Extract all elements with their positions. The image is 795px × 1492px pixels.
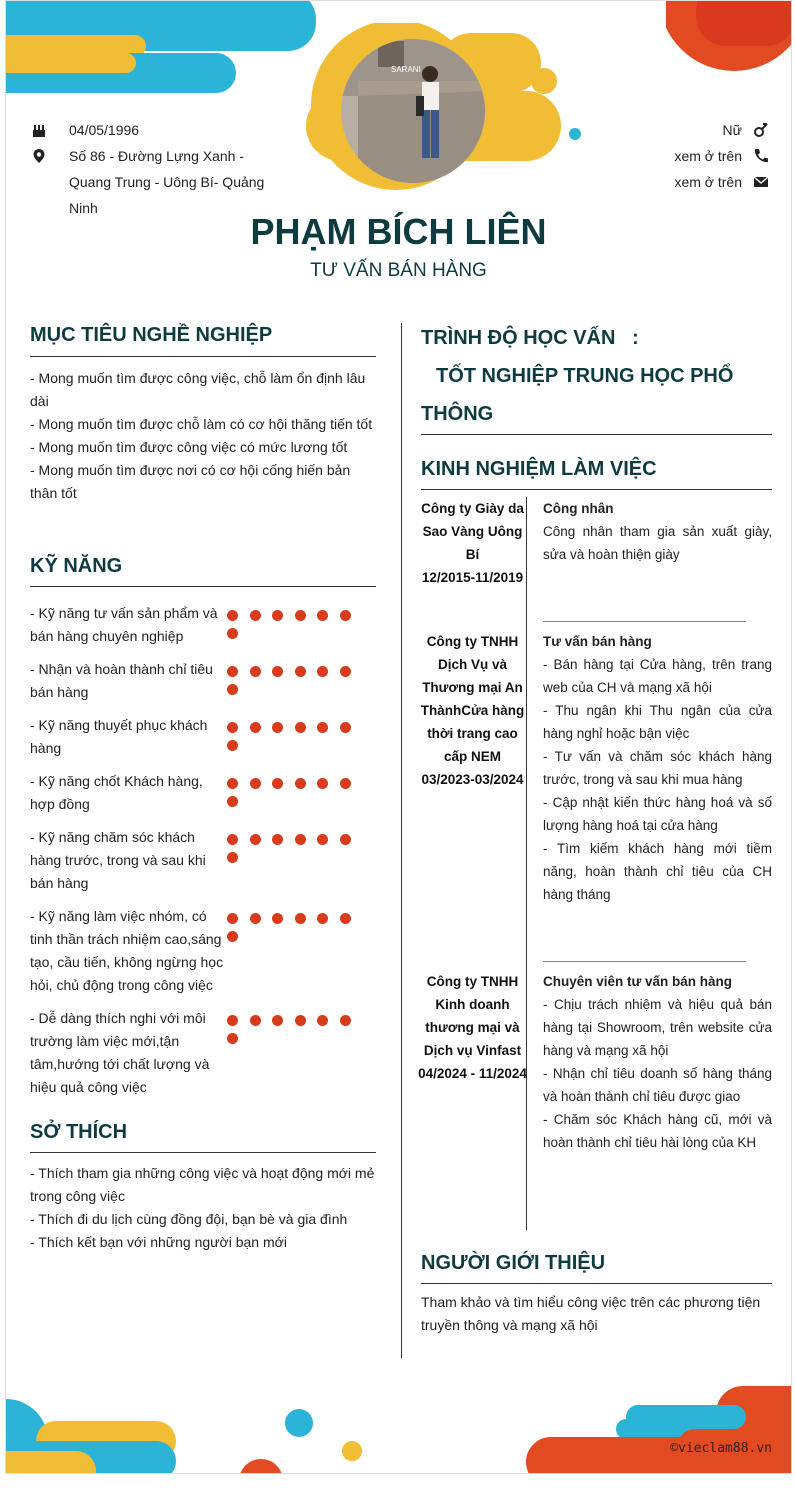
skill-dot xyxy=(227,852,238,863)
skill-dot xyxy=(272,913,283,924)
objective-line: - Mong muốn tìm được công việc có mức lương tốt xyxy=(30,439,348,455)
job-company-block xyxy=(415,970,530,1085)
objective-rule xyxy=(30,356,376,357)
skill-dot xyxy=(340,722,351,733)
skills-rule xyxy=(30,586,376,587)
job-detail-block xyxy=(543,970,772,1154)
skill-dot xyxy=(272,1015,283,1026)
skill-dot xyxy=(295,722,306,733)
job-company-block xyxy=(415,630,530,791)
job-period: 03/2023-03/2024 xyxy=(421,772,524,787)
birthday-cake-icon xyxy=(31,122,47,138)
skill-rating xyxy=(227,664,380,700)
skill-dot xyxy=(317,778,328,789)
job-separator xyxy=(543,621,746,622)
skill-label: - Kỹ năng chăm sóc khách hàng trước, trong và sau khi bán hàng xyxy=(30,829,206,891)
job-detail-block xyxy=(543,630,772,906)
skill-rating xyxy=(227,608,380,644)
references-rule xyxy=(421,1283,772,1284)
skill-dot xyxy=(250,913,261,924)
photo-logo-text: SARANI xyxy=(391,65,421,74)
skill-dot xyxy=(340,778,351,789)
references-text: Tham khảo và tìm hiểu công việc trên các phương tiện truyền thông và mạng xã hội xyxy=(421,1294,761,1333)
skill-dot xyxy=(227,740,238,751)
job-detail: - Tìm kiếm khách hàng mới tiềm năng, hoàn thành chỉ tiêu của CH hàng tháng xyxy=(543,841,772,902)
phone-value: xem ở trên xyxy=(674,148,742,164)
objective-line: - Mong muốn tìm được công việc, chỗ làm ổn định lâu dài xyxy=(30,370,366,409)
skill-dot xyxy=(227,913,238,924)
cv-page xyxy=(5,0,792,1474)
candidate-name: PHẠM BÍCH LIÊN xyxy=(250,211,547,252)
skill-dot xyxy=(317,722,328,733)
skill-dot xyxy=(227,610,238,621)
decor-top-right xyxy=(666,1,791,101)
skill-dot xyxy=(250,778,261,789)
email-value: xem ở trên xyxy=(674,174,742,190)
skill-rating xyxy=(227,776,380,812)
job-role: Chuyên viên tư vấn bán hàng xyxy=(543,974,733,989)
skill-dot xyxy=(227,778,238,789)
skill-dot xyxy=(272,666,283,677)
job-period: 04/2024 - 11/2024 xyxy=(418,1066,527,1081)
gender-value: Nữ xyxy=(722,122,742,138)
skill-dot xyxy=(317,1015,328,1026)
education-degree-cont: THÔNG xyxy=(421,403,494,425)
skill-dot xyxy=(250,834,261,845)
skill-dot xyxy=(295,834,306,845)
objective-text xyxy=(30,367,380,505)
references-title: NGƯỜI GIỚI THIỆU xyxy=(421,1252,606,1274)
job-company: Công ty TNHH Kinh doanh thương mại và Dịch vụ Vinfast xyxy=(423,974,522,1058)
job-company: Công ty Giày da Sao Vàng Uông Bí xyxy=(421,501,524,562)
job-detail: Công nhân tham gia sản xuất giày, sửa và hoàn thiện giày xyxy=(543,524,772,562)
job-detail-block xyxy=(543,497,772,566)
skill-dot xyxy=(295,913,306,924)
objective-line: - Mong muốn tìm được nơi có cơ hội cống hiến bản thân tốt xyxy=(30,462,351,501)
skill-dot xyxy=(250,610,261,621)
location-pin-icon xyxy=(31,148,47,164)
objective-line: - Mong muốn tìm được chỗ làm có cơ hội thăng tiến tốt xyxy=(30,416,373,432)
education-title: TRÌNH ĐỘ HỌC VẤN : xyxy=(421,327,639,349)
skill-dot xyxy=(295,666,306,677)
job-role: Công nhân xyxy=(543,501,614,516)
skill-dot xyxy=(272,834,283,845)
skill-dot xyxy=(227,628,238,639)
objective-title: MỤC TIÊU NGHỀ NGHIỆP xyxy=(30,324,273,346)
skill-dot xyxy=(272,722,283,733)
skill-dot xyxy=(227,931,238,942)
skill-rating xyxy=(227,832,380,868)
experience-rule xyxy=(421,489,772,490)
skill-dot xyxy=(227,1033,238,1044)
skill-label: - Kỹ năng tư vấn sản phẩm và bán hàng chuyên nghiệp xyxy=(30,605,218,644)
job-separator xyxy=(543,961,746,962)
skill-label: - Kỹ năng làm việc nhóm, có tinh thần trách nhiệm cao,sáng tạo, cầu tiến, không ngừng học hỏi, chủ động trong công việc xyxy=(30,908,224,993)
skill-dot xyxy=(272,610,283,621)
skill-label: - Nhận và hoàn thành chỉ tiêu bán hàng xyxy=(30,661,213,700)
experience-divider xyxy=(526,497,527,1230)
decor-bottom-left xyxy=(6,1381,366,1473)
skill-dot xyxy=(317,913,328,924)
skill-dot xyxy=(317,834,328,845)
skill-dot xyxy=(340,1015,351,1026)
education-rule xyxy=(421,434,772,435)
skill-dot xyxy=(227,834,238,845)
column-divider xyxy=(401,323,402,1358)
skill-dot xyxy=(227,722,238,733)
gender-icon xyxy=(753,122,769,138)
skills-title: KỸ NĂNG xyxy=(30,555,123,577)
decor-bottom-right xyxy=(521,1381,791,1473)
phone-icon xyxy=(753,148,769,164)
hobby-line: - Thích kết bạn với những người bạn mới xyxy=(30,1234,287,1250)
watermark-text: ©vieclam88.vn xyxy=(670,1441,772,1456)
job-detail: - Cập nhật kiến thức hàng hoá và số lượng hàng hoá tại cửa hàng xyxy=(543,795,772,833)
job-detail: - Chăm sóc Khách hàng cũ, mới và hoàn thành chỉ tiêu hài lòng của KH xyxy=(543,1112,772,1150)
skill-dot xyxy=(272,778,283,789)
job-company-block xyxy=(415,497,530,589)
skill-dot xyxy=(250,666,261,677)
hobbies-text xyxy=(30,1162,380,1254)
skill-dot xyxy=(340,610,351,621)
decor-top-left xyxy=(6,1,326,101)
skill-dot xyxy=(295,610,306,621)
job-detail: - Chịu trách nhiệm và hiệu quả bán hàng tại Showroom, trên website cửa hàng và mạng xã hội xyxy=(543,997,772,1058)
skill-dot xyxy=(340,913,351,924)
skill-dot xyxy=(317,666,328,677)
skill-dot xyxy=(227,684,238,695)
skill-rating xyxy=(227,911,380,947)
job-detail: - Thu ngân khi Thu ngân của cửa hàng nghỉ hoặc bận việc xyxy=(543,703,772,741)
skill-dot xyxy=(250,722,261,733)
skill-dot xyxy=(317,610,328,621)
skill-dot xyxy=(295,1015,306,1026)
hobbies-title: SỞ THÍCH xyxy=(30,1121,128,1143)
skill-dot xyxy=(250,1015,261,1026)
skill-dot xyxy=(340,666,351,677)
job-period: 12/2015-11/2019 xyxy=(421,570,524,585)
skill-dot xyxy=(227,1015,238,1026)
skill-label: - Kỹ năng thuyết phục khách hàng xyxy=(30,717,208,756)
birthday-value: 04/05/1996 xyxy=(69,122,140,138)
skill-dot xyxy=(340,834,351,845)
address-value: Số 86 - Đường Lựng Xanh - Quang Trung - Uông Bí- Quảng Ninh xyxy=(69,148,265,216)
skill-dot xyxy=(227,796,238,807)
skill-label: - Kỹ năng chốt Khách hàng, hợp đồng xyxy=(30,773,203,812)
skill-dot xyxy=(295,778,306,789)
skill-dot xyxy=(227,666,238,677)
job-role: Tư vấn bán hàng xyxy=(543,634,652,649)
email-icon xyxy=(753,175,769,189)
experience-title: KINH NGHIỆM LÀM VIỆC xyxy=(421,458,657,480)
job-company: Công ty TNHH Dịch Vụ và Thương mại An ThànhCửa hàng thời trang cao cấp NEM xyxy=(420,634,525,764)
skill-label: - Dễ dàng thích nghi với môi trường làm việc mới,tận tâm,hướng tới chất lượng và hiệu quả công việc xyxy=(30,1010,210,1095)
job-detail: - Tư vấn và chăm sóc khách hàng trước, trong và sau khi mua hàng xyxy=(543,749,772,787)
job-title: TƯ VẤN BÁN HÀNG xyxy=(310,260,487,281)
skill-rating xyxy=(227,720,380,756)
hobby-line: - Thích đi du lịch cùng đồng đội, bạn bè và gia đình xyxy=(30,1211,348,1227)
hobby-line: - Thích tham gia những công việc và hoạt động mới mẻ trong công việc xyxy=(30,1165,375,1204)
education-degree: TỐT NGHIỆP TRUNG HỌC PHỔ xyxy=(436,365,734,387)
profile-photo xyxy=(338,36,488,186)
job-detail: - Nhận chỉ tiêu doanh số hàng tháng và hoàn thành chỉ tiêu được giao xyxy=(543,1066,772,1104)
skill-rating xyxy=(227,1013,380,1049)
hobbies-rule xyxy=(30,1152,376,1153)
job-detail: - Bán hàng tại Cửa hàng, trên trang web của CH và mạng xã hội xyxy=(543,657,772,695)
